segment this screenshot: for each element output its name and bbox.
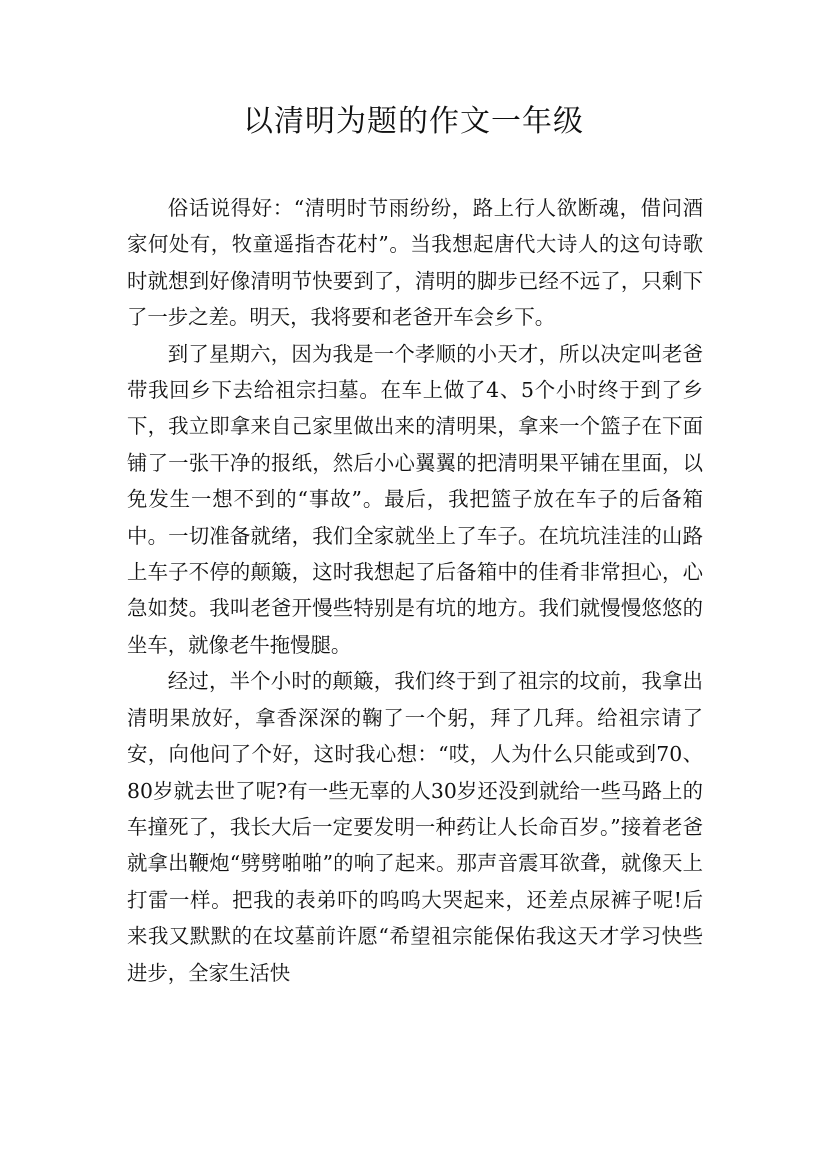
document-title: 以清明为题的作文一年级: [243, 104, 584, 139]
document-body: [127, 190, 703, 991]
paragraph-3: 经过，半个小时的颠簸，我们终于到了祖宗的坟前，我拿出清明果放好，拿香深深的鞠了一个躬，拜了几拜。给祖宗请了安，向他问了个好，这时我心想：“哎，人为什么只能或到70、80岁就去世了呢?有一些无辜的人30岁还没到就给一些马路上的车撞死了，我长大后一定要发明一种药让人长命百岁。”接着老爸就拿出鞭炮“劈劈啪啪”的响了起来。那声音震耳欲聋，就像天上打雷一样。把我的表弟吓的呜呜大哭起来，还差点尿裤子呢!后来我又默默的在坟墓前许愿“希望祖宗能保佑我这天才学习快些进步，全家生活快: [127, 669, 703, 985]
paragraph-2: 到了星期六，因为我是一个孝顺的小天才，所以决定叫老爸带我回乡下去给祖宗扫墓。在车上做了4、5个小时终于到了乡下，我立即拿来自己家里做出来的清明果，拿来一个篮子在下面铺了一张干净的报纸，然后小心翼翼的把清明果平铺在里面，以免发生一想不到的“事故”。最后，我把篮子放在车子的后备箱中。一切准备就绪，我们全家就坐上了车子。在坑坑洼洼的山路上车子不停的颠簸，这时我想起了后备箱中的佳肴非常担心，心急如焚。我叫老爸开慢些特别是有坑的地方。我们就慢慢悠悠的坐车，就像老牛拖慢腿。: [127, 341, 703, 657]
paragraph-1: 俗话说得好：“清明时节雨纷纷，路上行人欲断魂，借问酒家何处有，牧童遥指杏花村”。当我想起唐代大诗人的这句诗歌时就想到好像清明节快要到了，清明的脚步已经不远了，只剩下了一步之差。明天，我将要和老爸开车会乡下。: [127, 196, 703, 330]
